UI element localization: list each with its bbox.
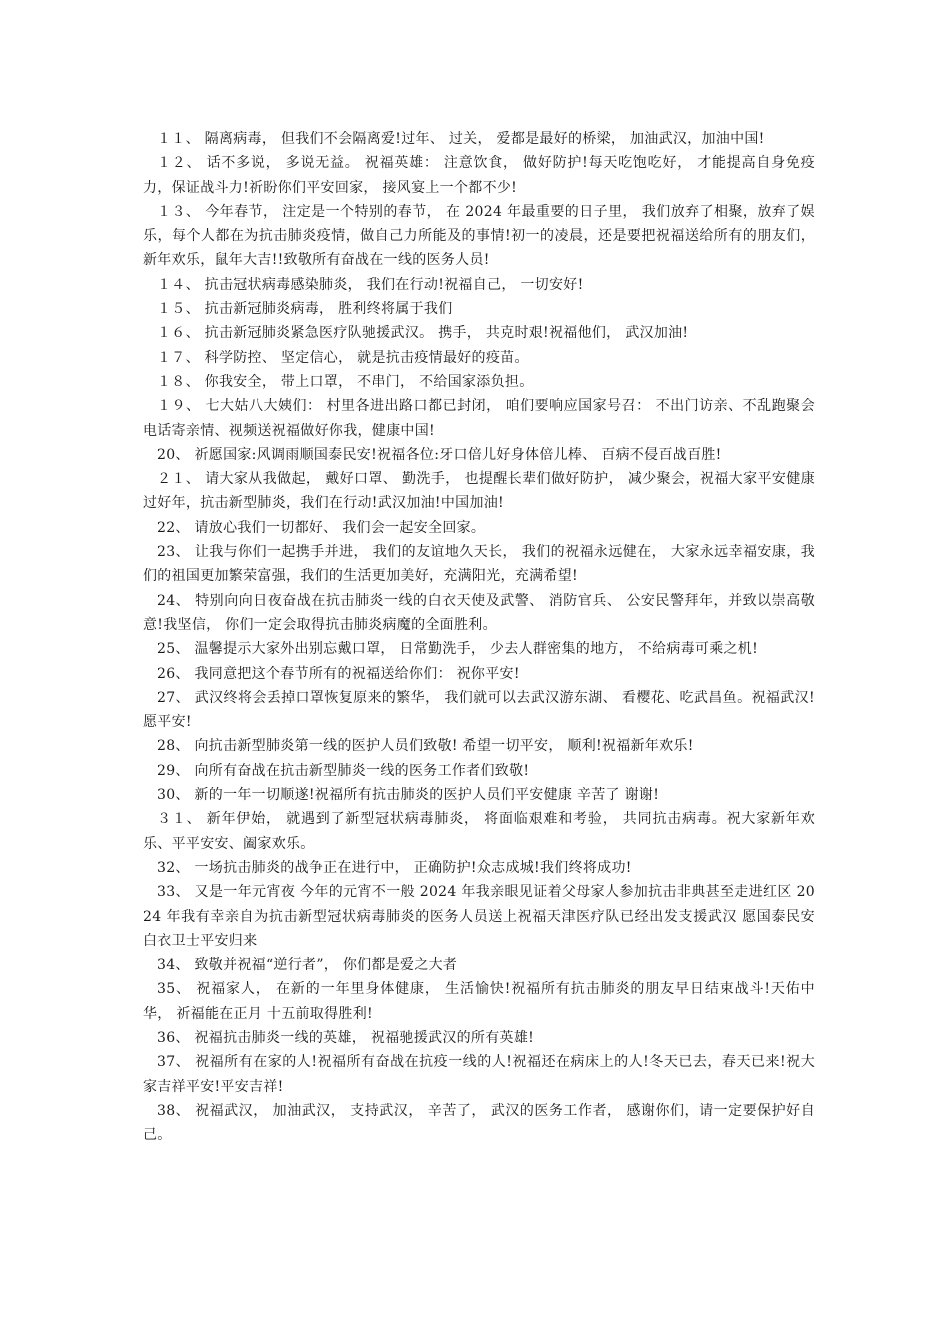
blessing-item-26: 26、 我同意把这个春节所有的祝福送给你们： 祝你平安!: [157, 665, 520, 682]
blessing-item-20: 20、 祈愿国家:风调雨顺国泰民安!祝福各位:牙口倍儿好身体倍儿棒、 百病不侵百战百胜!: [157, 446, 722, 463]
blessing-item-21: ２１、 请大家从我做起， 戴好口罩、 勤洗手， 也提醒长辈们做好防护， 减少聚会，祝福大家平安健康过好年，抗击新型肺炎，我们在行动!武汉加油!中国加油!: [143, 471, 815, 512]
blessing-item-27: 27、 武汉终将会丢掉口罩恢复原来的繁华， 我们就可以去武汉游东湖、 看樱花、吃武昌鱼。祝福武汉!愿平安!: [143, 689, 815, 731]
blessing-item-18: １８、 你我安全， 带上口罩， 不串门， 不给国家添负担。: [157, 373, 534, 390]
blessing-item-28: 28、 向抗击新型肺炎第一线的医护人员们致敬! 希望一切平安， 顺利!祝福新年欢乐!: [157, 738, 694, 755]
blessing-item-16: １６、 抗击新冠肺炎紧急医疗队驰援武汉。 携手， 共克时艰!祝福他们， 武汉加油!: [157, 325, 689, 342]
blessing-item-29: 29、 向所有奋战在抗击新型肺炎一线的医务工作者们致敬!: [157, 762, 530, 779]
blessing-item-25: 25、 温馨提示大家外出别忘戴口罩， 日常勤洗手， 少去人群密集的地方， 不给病毒可乘之机!: [157, 641, 759, 658]
blessing-item-31: ３１、 新年伊始， 就遇到了新型冠状病毒肺炎， 将面临艰难和考验， 共同抗击病毒。祝大家新年欢乐、平平安安、阖家欢乐。: [143, 811, 815, 852]
document-body: [143, 127, 815, 1147]
blessing-item-38: 38、 祝福武汉， 加油武汉， 支持武汉， 辛苦了， 武汉的医务工作者， 感谢你们，请一定要保护好自己。: [143, 1102, 815, 1144]
blessing-item-12: １２、 话不多说， 多说无益。 祝福英雄： 注意饮食， 做好防护!每天吃饱吃好， 才能提高自身免疫力，保证战斗力!祈盼你们平安回家， 接风宴上一个都不少!: [143, 155, 815, 196]
blessing-item-22: 22、 请放心我们一切都好、 我们会一起安全回家。: [157, 519, 486, 536]
blessing-item-35: 35、 祝福家人， 在新的一年里身体健康， 生活愉快!祝福所有抗击肺炎的朋友早日结束战斗!天佑中华， 祈福能在正月 十五前取得胜利!: [143, 981, 815, 1022]
blessing-item-17: １７、 科学防控、 坚定信心， 就是抗击疫情最好的疫苗。: [157, 349, 529, 366]
blessing-item-30: 30、 新的一年一切顺遂!祝福所有抗击肺炎的医护人员们平安健康 辛苦了 谢谢!: [157, 787, 660, 804]
blessing-item-24: 24、 特别向向日夜奋战在抗击肺炎一线的白衣天使及武警、 消防官兵、 公安民警拜年，并致以崇高敬意!我坚信， 你们一定会取得抗击肺炎病魔的全面胜利。: [143, 592, 815, 633]
blessing-item-14: １４、 抗击冠状病毒感染肺炎， 我们在行动!祝福自己， 一切安好!: [157, 276, 584, 293]
blessing-item-15: １５、 抗击新冠肺炎病毒， 胜利终将属于我们: [157, 301, 453, 318]
blessing-item-19: １９、 七大姑八大姨们： 村里各进出路口都已封闭， 咱们要响应国家号召： 不出门访亲、不乱跑聚会电话寄亲情、视频送祝福做好你我，健康中国!: [143, 398, 815, 439]
blessing-item-13: １３、 今年春节， 注定是一个特别的春节， 在 2024 年最重要的日子里， 我们放弃了相聚，放弃了娱乐，每个人都在为抗击肺炎疫情，做自己力所能及的事情!初一的凌晨，还是要把祝福送给所有的朋友们，新年欢乐，鼠年大吉!!致敬所有奋战在一线的医务人员!: [143, 203, 815, 269]
blessing-item-37: 37、 祝福所有在家的人!祝福所有奋战在抗疫一线的人!祝福还在病床上的人!冬天已去，春天已来!祝大家吉祥平安!平安吉祥!: [143, 1054, 815, 1095]
blessing-item-11: １１、 隔离病毒， 但我们不会隔离爱!过年、 过关， 爱都是最好的桥梁， 加油武汉，加油中国!: [157, 131, 765, 147]
blessing-item-23: 23、 让我与你们一起携手并进， 我们的友谊地久天长， 我们的祝福永远健在， 大家永远幸福安康，我们的祖国更加繁荣富强，我们的生活更加美好，充满阳光，充满希望!: [143, 544, 815, 585]
blessing-item-36: 36、 祝福抗击肺炎一线的英雄， 祝福驰援武汉的所有英雄!: [157, 1029, 535, 1046]
blessing-item-33: 33、 又是一年元宵夜 今年的元宵不一般 2024 年我亲眼见证着父母家人参加抗击非典甚至走进红区 2024 年我有幸亲自为抗击新型冠状病毒肺炎的医务人员送上祝福天津医疗队已经出发支援武汉 愿国泰民安 白衣卫士平安归来: [143, 884, 815, 949]
blessing-item-34: 34、 致敬并祝福“逆行者”， 你们都是爱之大者: [157, 957, 458, 974]
blessing-item-32: 32、 一场抗击肺炎的战争正在进行中， 正确防护!众志成城!我们终将成功!: [157, 859, 632, 876]
